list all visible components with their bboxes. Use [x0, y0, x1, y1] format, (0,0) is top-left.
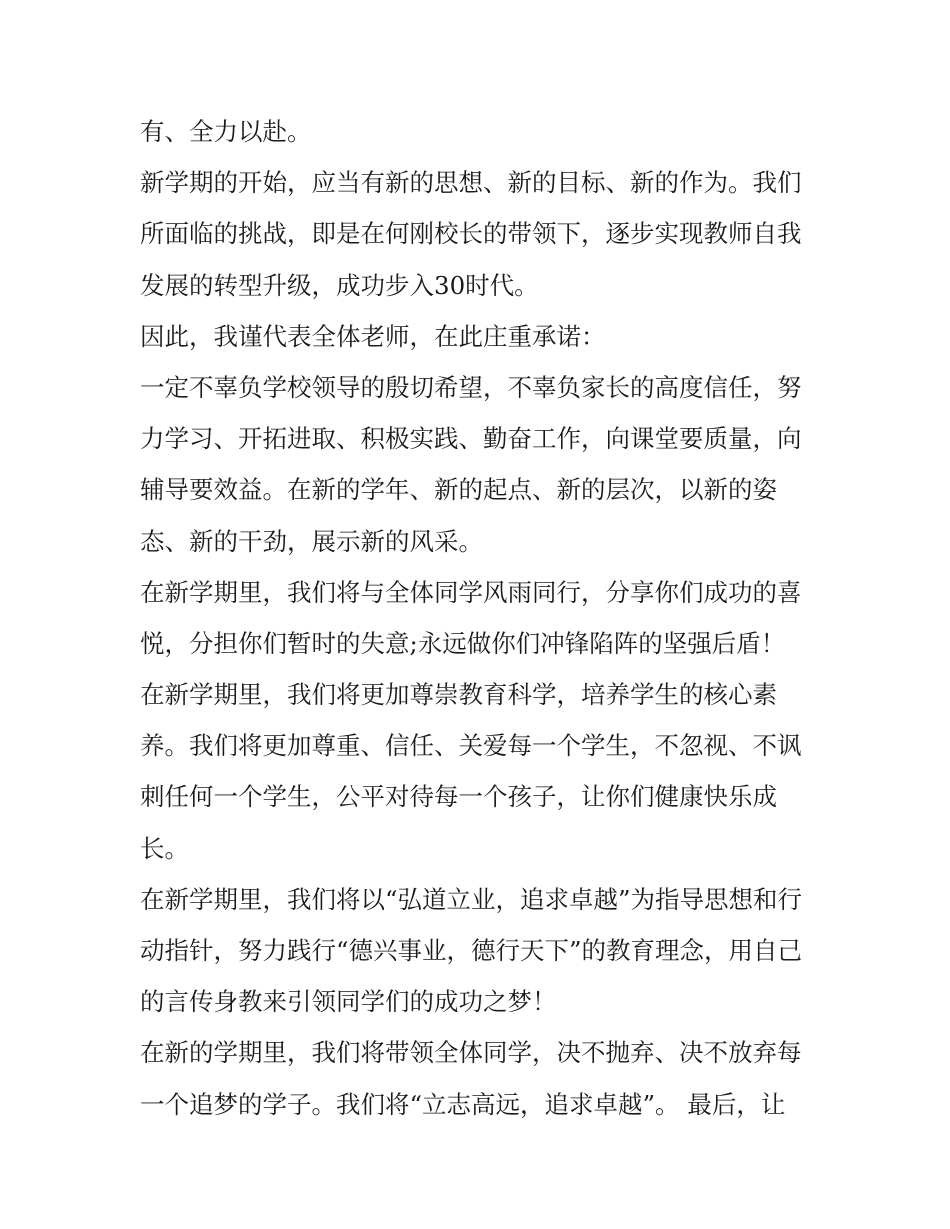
- text-line: 新学期的开始，应当有新的思想、新的目标、新的作为。我们: [140, 168, 802, 198]
- text-line: 力学习、开拓进取、积极实践、勤奋工作，向课堂要质量，向: [140, 424, 802, 454]
- text-line: 刺任何一个学生，公平对待每一个孩子，让你们健康快乐成: [140, 782, 777, 812]
- text-line: 在新学期里，我们将以“弘道立业，追求卓越”为指导思想和行: [140, 884, 803, 914]
- text-line: 有、全力以赴。: [140, 117, 312, 146]
- text-line: 长。: [140, 833, 189, 863]
- text-line: 因此，我谨代表全体老师，在此庄重承诺：: [140, 321, 606, 351]
- text-line: 一定不辜负学校领导的殷切希望，不辜负家长的高度信任，努: [140, 372, 802, 402]
- text-line: 发展的转型升级，成功步入30时代。: [140, 270, 539, 300]
- text-line: 动指针，努力践行“德兴事业，德行天下”的教育理念，用自己: [140, 936, 803, 965]
- text-line: 态、新的干劲，展示新的风采。: [140, 526, 483, 556]
- text-line: 一个追梦的学子。我们将“立志高远，追求卓越”。 最后，让: [140, 1089, 786, 1119]
- document-body-text: [140, 106, 820, 1130]
- text-line: 在新学期里，我们将与全体同学风雨同行，分享你们成功的喜: [140, 577, 802, 607]
- text-line: 所面临的挑战，即是在何刚校长的带领下，逐步实现教师自我: [140, 219, 802, 249]
- text-line: 辅导要效益。在新的学年、新的起点、新的层次，以新的姿: [140, 475, 777, 505]
- text-line: 在新学期里，我们将更加尊崇教育科学，培养学生的核心素: [140, 680, 777, 710]
- text-line: 养。我们将更加尊重、信任、关爱每一个学生，不忽视、不讽: [140, 731, 802, 761]
- text-line: 在新的学期里，我们将带领全体同学，决不抛弃、决不放弃每: [140, 1038, 802, 1068]
- text-line: 的言传身教来引领同学们的成功之梦！: [140, 987, 557, 1017]
- text-line: 悦，分担你们暂时的失意;永远做你们冲锋陷阵的坚强后盾！: [140, 628, 786, 658]
